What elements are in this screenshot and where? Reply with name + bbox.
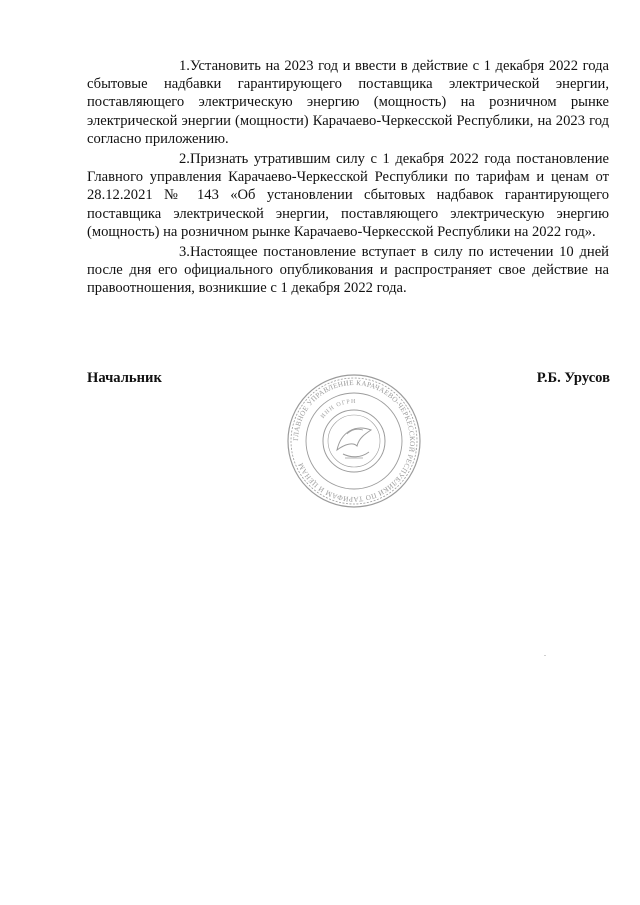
paragraph-1 bbox=[87, 57, 609, 148]
paragraph-2 bbox=[87, 150, 609, 241]
paragraph-text: Признать утратившим силу с 1 декабря 2022 года постановление Главного управления Карачаево-Черкесской Республики по тарифам и ценам от 28.12.2021 № 143 «Об установлении сбытовых надбавок гарантирующего поставщика электрической энергии, поставляющего электрическую энергию (мощность) на розничном рынке Карачаево-Черкесской Республики на 2022 год». bbox=[87, 151, 609, 240]
signatory-title: Начальник bbox=[87, 370, 162, 386]
paragraph-number: 1. bbox=[179, 58, 190, 74]
paragraph-text: Настоящее постановление вступает в силу по истечении 10 дней после дня его официального опубликования и распространяет свое действие на правоотношения, возникшие с 1 декабря 2022 года. bbox=[87, 244, 609, 297]
paragraph-number: 2. bbox=[179, 151, 190, 168]
resolution-body bbox=[87, 57, 609, 300]
scan-artifact bbox=[544, 655, 546, 656]
paragraph-text: Установить на 2023 год и ввести в действие с 1 декабря 2022 года сбытовые надбавки гарантирующего поставщика электрической энергии, поставляющего электрическую энергию (мощность) на розничном рынке электрической энергии (мощности) Карачаево-Черкесской Республики, на 2023 год согласно приложению. bbox=[87, 58, 609, 147]
paragraph-number: 3. bbox=[179, 244, 190, 261]
seal-outer-text: ГЛАВНОЕ УПРАВЛЕНИЕ КАРАЧАЕВО-ЧЕРКЕССКОЙ РЕСПУБЛИКИ ПО ТАРИФАМ И ЦЕНАМ bbox=[291, 378, 417, 504]
paragraph-3 bbox=[87, 243, 609, 298]
official-seal-icon bbox=[285, 372, 423, 510]
seal-inner-text: ИНН ОГРН bbox=[320, 398, 357, 420]
signatory-name: Р.Б. Урусов bbox=[536, 370, 610, 386]
